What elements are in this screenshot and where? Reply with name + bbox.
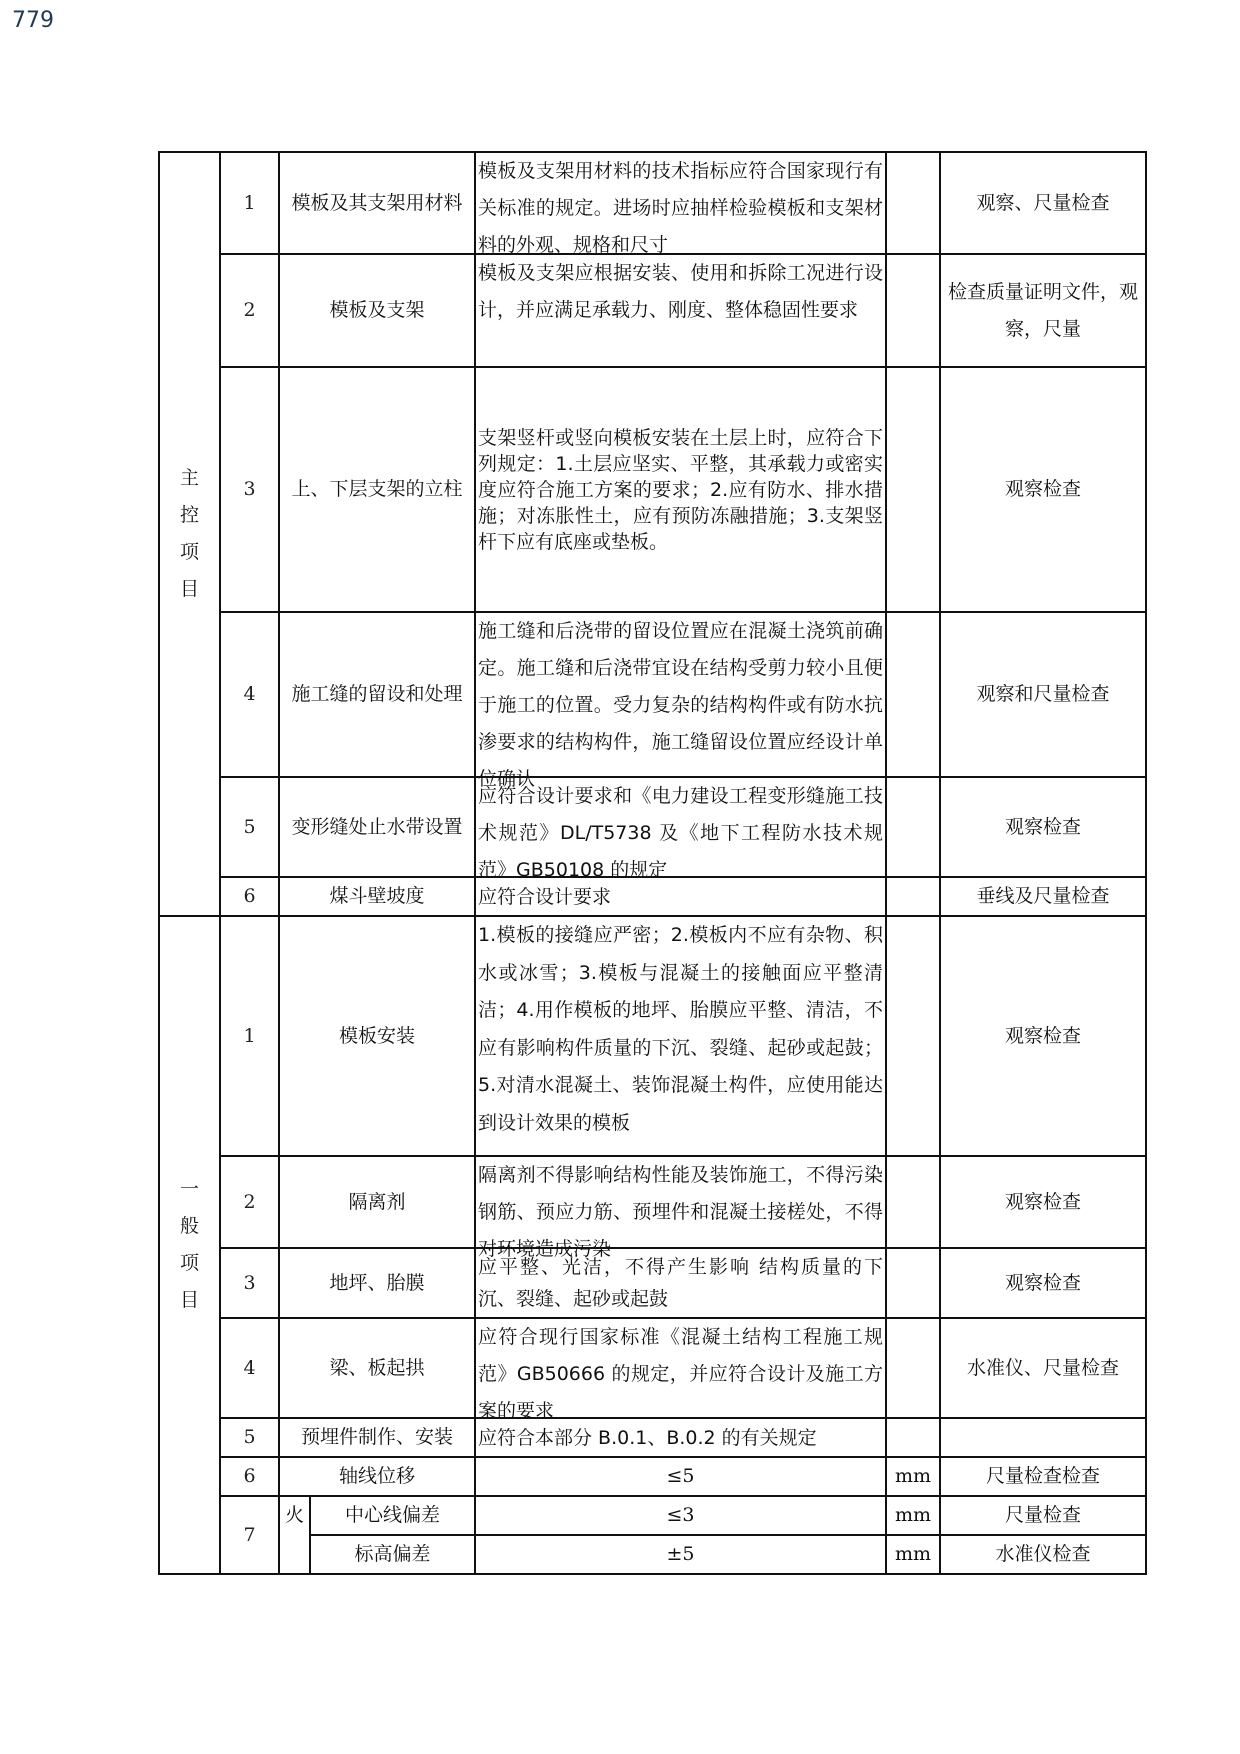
item-number: 4	[220, 1318, 279, 1418]
inspection-method: 尺量检查	[940, 1496, 1146, 1535]
section-char: 控	[179, 504, 199, 526]
item-unit: mm	[886, 1457, 940, 1496]
inspection-method: 观察、尺量检查	[940, 152, 1146, 254]
item-name: 模板及其支架用材料	[279, 152, 475, 254]
item-number: 1	[220, 152, 279, 254]
section-char: 一	[179, 1178, 199, 1200]
item-name: 轴线位移	[279, 1457, 475, 1496]
item-name: 模板安装	[279, 916, 475, 1156]
table-row	[159, 1457, 1146, 1496]
requirement-text: 施工缝和后浇带的留设位置应在混凝土浇筑前确定。施工缝和后浇带宜设在结构受剪力较小且便于施工的位置。受力复杂的结构构件或有防水抗渗要求的结构构件，施工缝留设位置应经设计单位确认	[478, 620, 884, 790]
item-requirement	[475, 612, 886, 790]
table-row	[159, 1248, 1146, 1318]
requirement-text: 应符合设计要求	[478, 885, 612, 908]
item-requirement	[475, 1156, 886, 1260]
requirement-text: 隔离剂不得影响结构性能及装饰施工，不得污染钢筋、预应力筋、预埋件和混凝土接槎处，不得对环境造成污染	[478, 1164, 884, 1260]
item-unit	[886, 1318, 940, 1418]
item-number: 3	[220, 1248, 279, 1318]
item-requirement: ≤3	[475, 1496, 886, 1535]
item-requirement	[475, 152, 886, 254]
item-number: 2	[220, 1156, 279, 1248]
inspection-method: 尺量检查检查	[940, 1457, 1146, 1496]
inspection-method: 观察和尺量检查	[940, 612, 1146, 777]
item-name: 中心线偏差	[310, 1496, 475, 1535]
item-number: 6	[220, 1457, 279, 1496]
item-unit	[886, 254, 940, 367]
section-char: 目	[179, 1289, 199, 1311]
item-unit: mm	[886, 1496, 940, 1535]
inspection-method: 观察检查	[940, 777, 1146, 877]
section-char: 目	[179, 578, 199, 600]
item-requirement	[475, 877, 886, 916]
item-unit	[886, 777, 940, 877]
item-unit	[886, 1156, 940, 1248]
table-row	[159, 152, 1146, 254]
requirement-text: 模板及支架应根据安装、使用和拆除工况进行设计，并应满足承载力、刚度、整体稳固性要求	[478, 262, 884, 321]
item-requirement	[475, 367, 886, 612]
table-row	[159, 367, 1146, 612]
item-name: 隔离剂	[279, 1156, 475, 1248]
requirement-text: 支架竖杆或竖向模板安装在土层上时，应符合下列规定：1.土层应坚实、平整，其承载力或密实度应符合施工方案的要求；2.应有防水、排水措施；对冻胀性土，应有预防冻融措施；3.支架竖杆下应有底座或垫板。	[478, 426, 884, 553]
item-requirement: ±5	[475, 1535, 886, 1574]
section-label-main	[159, 152, 220, 916]
item-unit	[886, 916, 940, 1156]
item-requirement	[475, 777, 886, 881]
item-name: 变形缝处止水带设置	[279, 777, 475, 877]
item-requirement	[475, 1248, 886, 1318]
inspection-method: 水准仪检查	[940, 1535, 1146, 1574]
section-label-general	[159, 916, 220, 1574]
table-row	[159, 1418, 1146, 1457]
requirement-text: 应符合现行国家标准《混凝土结构工程施工规范》GB50666 的规定，并应符合设计及施工方案的要求	[478, 1326, 884, 1422]
item-number: 7	[220, 1496, 279, 1574]
inspection-method: 观察检查	[940, 1248, 1146, 1318]
item-requirement: ≤5	[475, 1457, 886, 1496]
item-number: 5	[220, 1418, 279, 1457]
item-unit	[886, 1418, 940, 1457]
section-char: 主	[179, 467, 199, 489]
item-requirement	[475, 1418, 886, 1457]
item-name: 地坪、胎膜	[279, 1248, 475, 1318]
item-number: 4	[220, 612, 279, 777]
requirement-text: 1.模板的接缝应严密；2.模板内不应有杂物、积水或冰雪；3.模板与混凝土的接触面应平整清洁；4.用作模板的地坪、胎膜应平整、清洁，不应有影响构件质量的下沉、裂缝、起砂或起鼓；5.对清水混凝土、装饰混凝土构件，应使用能达到设计效果的模板	[478, 924, 884, 1134]
item-requirement	[475, 1318, 886, 1422]
inspection-method: 检查质量证明文件，观察，尺量	[940, 254, 1146, 367]
page-number: 779	[12, 8, 54, 33]
requirement-text: 应平整、光洁，不得产生影响 结构质量的下沉、裂缝、起砂或起鼓	[478, 1256, 884, 1310]
item-number: 3	[220, 367, 279, 612]
table-row	[159, 1156, 1146, 1248]
requirement-text: 应符合本部分 B.0.1、B.0.2 的有关规定	[478, 1426, 817, 1449]
inspection-method: 水准仪、尺量检查	[940, 1318, 1146, 1418]
table-row	[159, 916, 1146, 1156]
item-unit	[886, 612, 940, 777]
inspection-method: 观察检查	[940, 367, 1146, 612]
item-unit	[886, 877, 940, 916]
item-unit	[886, 367, 940, 612]
table-row	[159, 1318, 1146, 1418]
section-char: 项	[179, 1252, 199, 1274]
item-name: 煤斗壁坡度	[279, 877, 475, 916]
item-number: 5	[220, 777, 279, 877]
item-name: 模板及支架	[279, 254, 475, 367]
section-char: 项	[179, 541, 199, 563]
table-row	[159, 254, 1146, 367]
inspection-table	[158, 151, 1147, 1575]
item-requirement	[475, 254, 886, 367]
item-unit: mm	[886, 1535, 940, 1574]
inspection-method	[940, 1418, 1146, 1457]
requirement-text: 模板及支架用材料的技术指标应符合国家现行有关标准的规定。进场时应抽样检验模板和支架材料的外观、规格和尺寸	[478, 160, 884, 256]
item-unit	[886, 1248, 940, 1318]
table-row	[159, 1496, 1146, 1535]
item-number: 1	[220, 916, 279, 1156]
item-number: 2	[220, 254, 279, 367]
item-name: 施工缝的留设和处理	[279, 612, 475, 777]
item-group: 火	[279, 1496, 310, 1574]
section-char: 般	[179, 1215, 199, 1237]
inspection-method: 观察检查	[940, 1156, 1146, 1248]
table-row	[159, 612, 1146, 777]
requirement-text: 应符合设计要求和《电力建设工程变形缝施工技术规范》DL/T5738 及《地下工程防水技术规范》GB50108 的规定	[478, 785, 884, 881]
item-name: 标高偏差	[310, 1535, 475, 1574]
item-requirement	[475, 916, 886, 1156]
table-row	[159, 777, 1146, 877]
item-name: 上、下层支架的立柱	[279, 367, 475, 612]
item-unit	[886, 152, 940, 254]
item-number: 6	[220, 877, 279, 916]
item-name: 梁、板起拱	[279, 1318, 475, 1418]
inspection-method: 观察检查	[940, 916, 1146, 1156]
item-name: 预埋件制作、安装	[279, 1418, 475, 1457]
inspection-method: 垂线及尺量检查	[940, 877, 1146, 916]
